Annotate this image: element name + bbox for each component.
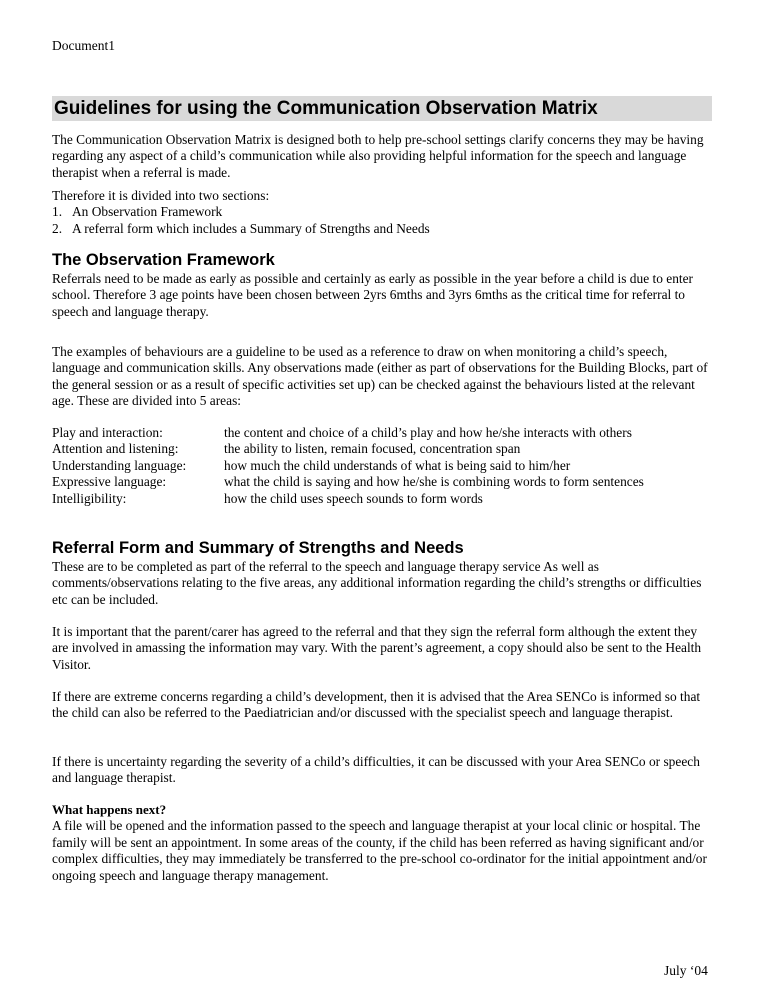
intro-section	[52, 132, 716, 181]
paragraph: The examples of behaviours are a guideline to be used as a reference to draw on when monitoring a child’s speech, language and communication skills. Any observations made (either as part of observations for the Building Blocks, part of the general session or as a result of specific activities set up) can be checked against the behaviours listed at the relevant age. These are divided into 5 areas:	[52, 344, 708, 409]
list-number: 1.	[52, 204, 63, 220]
area-term: Intelligibility:	[52, 490, 127, 506]
area-description: the content and choice of a child’s play and how he/she interacts with others	[224, 425, 632, 440]
list-item	[52, 204, 716, 220]
area-term: Expressive language:	[52, 474, 167, 490]
paragraph: Referrals need to be made as early as possible and certainly as early as possible in the year before a child is due to enter school. Therefore 3 age points have been chosen between 2yrs 6mths and 3yrs 6mths as the critical time for referral to speech and language therapy.	[52, 271, 694, 319]
observation-framework-heading: The Observation Framework	[52, 251, 275, 269]
areas-table-wrapper	[52, 425, 716, 507]
paragraph: If there are extreme concerns regarding a child’s development, then it is advised that the Area SENCo is informed so that the child can also be referred to the Paediatrician and/or discussed with the specialist speech and language therapist.	[52, 689, 701, 721]
area-description: how the child uses speech sounds to form words	[224, 490, 483, 506]
area-description: how much the child understands of what is being said to him/her	[224, 457, 571, 473]
paragraph: If there is uncertainty regarding the severity of a child’s difficulties, it can be discussed with your Area SENCo or speech and language therapist.	[52, 754, 700, 786]
page-title: Guidelines for using the Communication Observation Matrix	[52, 96, 712, 121]
list-text: A referral form which includes a Summary of Strengths and Needs	[72, 220, 430, 236]
divided-text: Therefore it is divided into two sections:	[52, 188, 270, 203]
referral-para1	[52, 559, 716, 608]
paragraph: A file will be opened and the information passed to the speech and language therapist at your local clinic or hospital. The family will be sent an appointment. In some areas of the county, if the child has been referred as having significant and/or complex difficulties, they may immediately be transferred to the pre-school co-ordinator for the initial appointment and/or ongoing speech and language therapy management.	[52, 818, 707, 883]
area-description: what the child is saying and how he/she is combining words to form sentences	[224, 474, 644, 490]
intro-paragraph: The Communication Observation Matrix is designed both to help pre-school settings clarify concerns they may be having regarding any aspect of a child’s communication while also providing helpful information for the speech and language therapist when a referral is made.	[52, 132, 704, 180]
table-row	[52, 458, 644, 474]
area-term: Play and interaction:	[52, 425, 163, 440]
footer-date: July ‘04	[664, 963, 708, 978]
area-term: Attention and listening:	[52, 441, 179, 457]
area-description: the ability to listen, remain focused, concentration span	[224, 441, 521, 457]
table-row	[52, 441, 644, 457]
observation-framework-para2	[52, 344, 716, 410]
table-row	[52, 474, 644, 490]
what-happens-next-section	[52, 802, 716, 884]
table-row	[52, 425, 644, 441]
area-term: Understanding language:	[52, 457, 187, 473]
document-name: Document1	[52, 38, 115, 53]
areas-table	[52, 425, 644, 507]
referral-para3	[52, 689, 716, 722]
observation-framework-para1	[52, 271, 716, 320]
sections-list	[52, 204, 716, 237]
referral-para2	[52, 624, 716, 673]
list-item	[52, 221, 716, 237]
what-happens-next-heading: What happens next?	[52, 802, 167, 817]
table-row	[52, 491, 644, 507]
referral-para4	[52, 754, 716, 787]
sections-overview	[52, 188, 716, 237]
list-text: An Observation Framework	[72, 204, 223, 220]
paragraph: These are to be completed as part of the referral to the speech and language therapy service As well as comments/observations relating to the five areas, any additional information regarding the child’s strengths or difficulties etc can be included.	[52, 559, 702, 607]
referral-heading: Referral Form and Summary of Strengths and Needs	[52, 539, 464, 557]
list-number: 2.	[52, 220, 63, 236]
paragraph: It is important that the parent/carer has agreed to the referral and that they sign the referral form although the extent they are involved in amassing the information may vary. With the parent’s agreement, a copy should also be sent to the Health Visitor.	[52, 624, 702, 672]
